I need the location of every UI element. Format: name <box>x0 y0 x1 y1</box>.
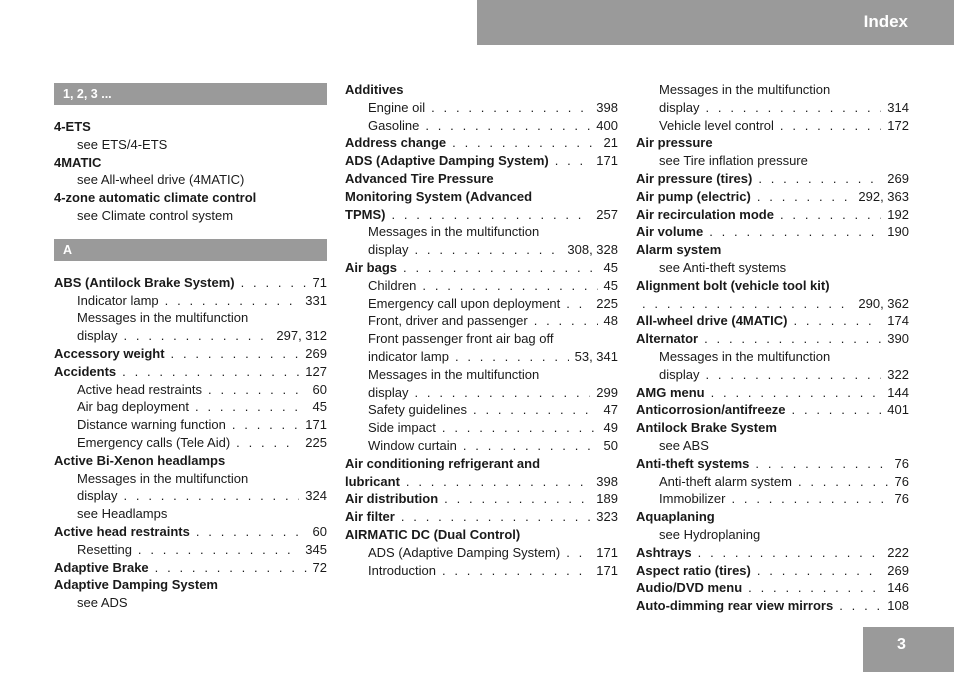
index-entry <box>54 345 327 363</box>
index-column-1 <box>54 81 327 612</box>
entry-label: Engine oil <box>368 99 426 115</box>
page-reference: 269 <box>887 170 909 186</box>
entry-label: Side impact <box>368 420 436 436</box>
index-entry <box>54 154 327 172</box>
index-subentry <box>345 562 618 580</box>
dot-leader <box>444 490 590 508</box>
page-reference: 225 <box>305 434 327 450</box>
entry-label: Active head restraints <box>54 523 190 539</box>
index-subentry <box>636 99 909 117</box>
page-reference: 47 <box>603 402 618 418</box>
page-reference: 331 <box>305 292 327 308</box>
entry-label: All-wheel drive (4MATIC) <box>636 313 788 329</box>
entry-label: Active head restraints <box>77 381 203 397</box>
dot-leader <box>839 597 881 615</box>
entry-label: Introduction <box>368 562 436 578</box>
entry-label: TPMS) <box>345 206 386 222</box>
dot-leader <box>566 295 590 313</box>
page-reference: 190 <box>887 224 909 240</box>
page-reference: 53, 341 <box>574 348 618 364</box>
entry-label: Air bag deployment <box>77 399 190 415</box>
page-reference: 48 <box>603 313 618 329</box>
entry-label: display <box>368 384 409 400</box>
entry-label: Air pressure (tires) <box>636 170 753 186</box>
entry-label: see ABS <box>659 437 709 453</box>
dot-leader <box>414 241 561 259</box>
index-entry <box>54 452 327 470</box>
index-subentry <box>54 309 327 327</box>
dot-leader <box>401 508 590 526</box>
index-subentry <box>345 99 618 117</box>
page-reference: 45 <box>603 259 618 275</box>
entry-label: Air volume <box>636 224 704 240</box>
index-entry <box>54 118 327 136</box>
dot-leader <box>406 473 590 491</box>
index-column-3 <box>636 81 909 615</box>
entry-label: display <box>659 366 700 382</box>
index-subentry <box>54 487 327 505</box>
page-reference: 225 <box>596 295 618 311</box>
page-reference: 269 <box>305 345 327 361</box>
index-subentry <box>54 434 327 452</box>
dot-leader <box>555 152 591 170</box>
dot-leader <box>534 312 598 330</box>
index-column-2 <box>345 81 618 579</box>
entry-label: AMG menu <box>636 384 705 400</box>
entry-label: display <box>368 242 409 258</box>
page-reference: 174 <box>887 313 909 329</box>
entry-label: Alarm system <box>636 242 722 258</box>
entry-label: Messages in the multifunction <box>659 348 831 364</box>
entry-label: Messages in the multifunction <box>368 366 540 382</box>
index-subentry <box>54 171 327 189</box>
entry-label: Vehicle level control <box>659 117 774 133</box>
page-reference: 146 <box>887 580 909 596</box>
entry-label: Aquaplaning <box>636 509 715 525</box>
index-subentry <box>54 136 327 154</box>
index-entry <box>345 188 618 206</box>
dot-leader <box>391 206 590 224</box>
index-entry <box>636 295 909 313</box>
page-reference: 171 <box>596 562 618 578</box>
page-reference: 269 <box>887 562 909 578</box>
page-reference: 401 <box>887 402 909 418</box>
index-subentry <box>54 541 327 559</box>
index-entry <box>636 241 909 259</box>
page-number: 3 <box>897 636 906 653</box>
index-subentry <box>345 223 618 241</box>
index-entry <box>345 206 618 224</box>
index-entry <box>345 152 618 170</box>
index-entry <box>636 223 909 241</box>
index-subentry <box>54 594 327 612</box>
index-entry <box>54 274 327 292</box>
index-subentry <box>345 401 618 419</box>
dot-leader <box>473 401 598 419</box>
page-reference: 299 <box>596 384 618 400</box>
entry-label: Anticorrosion/antifreeze <box>636 402 786 418</box>
page-reference: 45 <box>312 399 327 415</box>
entry-label: Resetting <box>77 541 132 557</box>
index-entry <box>345 259 618 277</box>
dot-leader <box>236 434 299 452</box>
entry-label: Anti-theft systems <box>636 455 750 471</box>
dot-leader <box>698 544 882 562</box>
dot-leader <box>155 559 307 577</box>
entry-label: Accidents <box>54 363 117 379</box>
dot-leader <box>731 490 888 508</box>
entry-label: Messages in the multifunction <box>77 310 249 326</box>
index-subentry <box>345 419 618 437</box>
index-subentry <box>636 366 909 384</box>
entry-label: 4-ETS <box>54 119 91 134</box>
page-reference: 60 <box>312 381 327 397</box>
entry-label: Monitoring System (Advanced <box>345 188 533 204</box>
header-bar <box>477 0 954 45</box>
index-subentry <box>345 312 618 330</box>
entry-label: Distance warning function <box>77 417 226 433</box>
entry-label: see ETS/4-ETS <box>77 136 168 152</box>
dot-leader <box>463 437 598 455</box>
page-reference: 127 <box>305 363 327 379</box>
entry-label: Anti-theft alarm system <box>659 473 792 489</box>
dot-leader <box>165 292 300 310</box>
index-entry <box>636 206 909 224</box>
entry-label: Audio/DVD menu <box>636 580 743 596</box>
index-subentry <box>636 526 909 544</box>
dot-leader <box>196 523 307 541</box>
index-entry <box>636 277 909 295</box>
dot-leader <box>232 416 299 434</box>
page-reference: 390 <box>887 331 909 347</box>
entry-label: see Headlamps <box>77 506 168 522</box>
index-subentry <box>345 241 618 259</box>
entry-label: Messages in the multifunction <box>368 224 540 240</box>
entry-label: AIRMATIC DC (Dual Control) <box>345 526 521 542</box>
index-entry <box>345 490 618 508</box>
entry-label: ABS (Antilock Brake System) <box>54 274 235 290</box>
dot-leader <box>425 117 590 135</box>
entry-label: Antilock Brake System <box>636 420 777 436</box>
page-reference: 222 <box>887 544 909 560</box>
page-reference: 345 <box>305 541 327 557</box>
page-reference: 324 <box>305 488 327 504</box>
page-reference: 400 <box>596 117 618 133</box>
index-subentry <box>54 381 327 399</box>
page-reference: 192 <box>887 206 909 222</box>
index-entry <box>345 508 618 526</box>
entry-label: Alignment bolt (vehicle tool kit) <box>636 277 830 293</box>
entry-label: see Anti-theft systems <box>659 259 787 275</box>
entry-label: Messages in the multifunction <box>77 470 249 486</box>
section-heading: 1, 2, 3 ... <box>54 83 327 105</box>
index-entry <box>345 526 618 544</box>
entry-label: see All-wheel drive (4MATIC) <box>77 172 245 188</box>
page-reference: 308, 328 <box>567 242 618 258</box>
dot-leader <box>452 134 597 152</box>
dot-leader <box>748 579 881 597</box>
index-entry <box>636 188 909 206</box>
entry-label: Alternator <box>636 331 699 347</box>
index-entry <box>636 170 909 188</box>
index-entry <box>636 134 909 152</box>
entry-label: Additives <box>345 82 404 97</box>
dot-leader <box>780 206 881 224</box>
entry-label: Air conditioning refrigerant and <box>345 455 541 471</box>
index-subentry <box>54 416 327 434</box>
dot-leader <box>442 562 590 580</box>
entry-label: see Hydroplaning <box>659 526 761 542</box>
index-subentry <box>54 398 327 416</box>
dot-leader <box>195 398 307 416</box>
entry-label: Emergency calls (Tele Aid) <box>77 434 231 450</box>
index-subentry <box>636 348 909 366</box>
entry-label: Gasoline <box>368 117 420 133</box>
index-subentry <box>54 470 327 488</box>
entry-label: Address change <box>345 135 447 151</box>
entry-label: Front passenger front air bag off <box>368 331 554 347</box>
entry-label: Air distribution <box>345 491 439 507</box>
index-entry <box>636 562 909 580</box>
entry-label: 4-zone automatic climate control <box>54 190 257 206</box>
page-reference: 108 <box>887 598 909 614</box>
index-entry <box>54 523 327 541</box>
page-reference: 60 <box>312 523 327 539</box>
entry-label: display <box>77 328 118 344</box>
entry-label: Air pump (electric) <box>636 188 751 204</box>
entry-label: Immobilizer <box>659 491 726 507</box>
index-subentry <box>345 366 618 384</box>
index-subentry <box>345 348 618 366</box>
entry-label: Active Bi-Xenon headlamps <box>54 452 226 468</box>
index-subentry <box>636 117 909 135</box>
index-subentry <box>636 152 909 170</box>
page-reference: 50 <box>603 437 618 453</box>
index-entry <box>54 559 327 577</box>
dot-leader <box>793 312 881 330</box>
page-reference: 297, 312 <box>276 328 327 344</box>
page-reference: 398 <box>596 473 618 489</box>
dot-leader <box>414 384 590 402</box>
index-entry <box>636 330 909 348</box>
dot-leader <box>642 295 852 313</box>
page-reference: 292, 363 <box>858 188 909 204</box>
index-entry <box>636 544 909 562</box>
index-subentry <box>345 277 618 295</box>
index-subentry <box>636 490 909 508</box>
dot-leader <box>455 348 569 366</box>
index-entry <box>636 597 909 615</box>
entry-label: Safety guidelines <box>368 402 468 418</box>
dot-leader <box>757 188 853 206</box>
dot-leader <box>403 259 598 277</box>
page-reference: 172 <box>887 117 909 133</box>
entry-label: Ashtrays <box>636 544 692 560</box>
page-reference: 323 <box>596 509 618 525</box>
index-entry <box>636 508 909 526</box>
entry-label: Auto-dimming rear view mirrors <box>636 598 834 614</box>
index-subentry <box>54 207 327 225</box>
entry-label: Children <box>368 277 417 293</box>
dot-leader <box>123 327 270 345</box>
index-subentry <box>636 81 909 99</box>
dot-leader <box>705 366 881 384</box>
page-reference: 72 <box>312 559 327 575</box>
index-entry <box>54 576 327 594</box>
entry-label: Emergency call upon deployment <box>368 295 561 311</box>
entry-label: Air pressure <box>636 135 713 151</box>
index-subentry <box>345 117 618 135</box>
page-reference: 76 <box>894 455 909 471</box>
entry-label: ADS (Adaptive Damping System) <box>368 544 561 560</box>
index-subentry <box>54 292 327 310</box>
index-entry <box>54 363 327 381</box>
dot-leader <box>780 117 881 135</box>
page-reference: 189 <box>596 491 618 507</box>
dot-leader <box>422 277 597 295</box>
page-reference: 257 <box>596 206 618 222</box>
page-number-box <box>863 627 954 672</box>
page-reference: 171 <box>596 544 618 560</box>
entry-label: Window curtain <box>368 437 457 453</box>
entry-label: see Tire inflation pressure <box>659 153 808 169</box>
dot-leader <box>757 562 881 580</box>
page-reference: 21 <box>603 135 618 151</box>
page-reference: 322 <box>887 366 909 382</box>
index-subentry <box>345 330 618 348</box>
dot-leader <box>704 330 881 348</box>
dot-leader <box>792 401 882 419</box>
dot-leader <box>241 274 307 292</box>
page-reference: 398 <box>596 99 618 115</box>
page-reference: 290, 362 <box>858 295 909 311</box>
index-subentry <box>54 505 327 523</box>
entry-label: 4MATIC <box>54 154 102 170</box>
index-subentry <box>54 327 327 345</box>
index-subentry <box>636 437 909 455</box>
dot-leader <box>711 384 882 402</box>
section-heading: A <box>54 239 327 261</box>
index-entry <box>636 401 909 419</box>
index-entry <box>54 189 327 207</box>
page-reference: 49 <box>603 420 618 436</box>
entry-label: Messages in the multifunction <box>659 82 831 97</box>
dot-leader <box>442 419 598 437</box>
index-entry <box>636 384 909 402</box>
entry-label: Air filter <box>345 509 395 525</box>
dot-leader <box>709 223 881 241</box>
page-reference: 171 <box>596 153 618 169</box>
section-spacer <box>54 225 327 237</box>
entry-label: ADS (Adaptive Damping System) <box>345 153 549 169</box>
dot-leader <box>122 363 299 381</box>
entry-label: Adaptive Brake <box>54 559 149 575</box>
page-reference: 45 <box>603 277 618 293</box>
index-subentry <box>345 295 618 313</box>
entry-label: Air recirculation mode <box>636 206 774 222</box>
dot-leader <box>123 487 299 505</box>
page-reference: 144 <box>887 384 909 400</box>
entry-label: lubricant <box>345 473 400 489</box>
page-reference: 76 <box>894 473 909 489</box>
dot-leader <box>138 541 299 559</box>
page-title: Index <box>863 12 908 31</box>
entry-label: see Climate control system <box>77 207 234 223</box>
index-entry <box>345 170 618 188</box>
entry-label: Accessory weight <box>54 345 165 361</box>
index-entry <box>345 455 618 473</box>
dot-leader <box>208 381 307 399</box>
index-entry <box>636 455 909 473</box>
entry-label: indicator lamp <box>368 348 449 364</box>
entry-label: Front, driver and passenger <box>368 313 528 329</box>
page-reference: 76 <box>894 491 909 507</box>
dot-leader <box>171 345 300 363</box>
entry-label: display <box>659 99 700 115</box>
dot-leader <box>798 473 889 491</box>
index-entry <box>345 81 618 99</box>
entry-label: Aspect ratio (tires) <box>636 562 751 578</box>
page-reference: 314 <box>887 99 909 115</box>
index-entry <box>345 134 618 152</box>
index-entry <box>345 473 618 491</box>
entry-label: Indicator lamp <box>77 292 159 308</box>
index-subentry <box>345 437 618 455</box>
index-subentry <box>345 384 618 402</box>
dot-leader <box>705 99 881 117</box>
entry-label: see ADS <box>77 595 128 611</box>
index-entry <box>636 312 909 330</box>
entry-label: Adaptive Damping System <box>54 577 218 593</box>
entry-label: Advanced Tire Pressure <box>345 170 494 186</box>
dot-leader <box>755 455 888 473</box>
index-subentry <box>636 473 909 491</box>
index-entry <box>636 419 909 437</box>
index-entry <box>636 579 909 597</box>
index-subentry <box>345 544 618 562</box>
page-reference: 171 <box>305 417 327 433</box>
entry-label: Air bags <box>345 259 398 275</box>
dot-leader <box>758 170 881 188</box>
index-subentry <box>636 259 909 277</box>
dot-leader <box>566 544 590 562</box>
page-reference: 71 <box>312 274 327 290</box>
dot-leader <box>431 99 590 117</box>
entry-label: display <box>77 488 118 504</box>
